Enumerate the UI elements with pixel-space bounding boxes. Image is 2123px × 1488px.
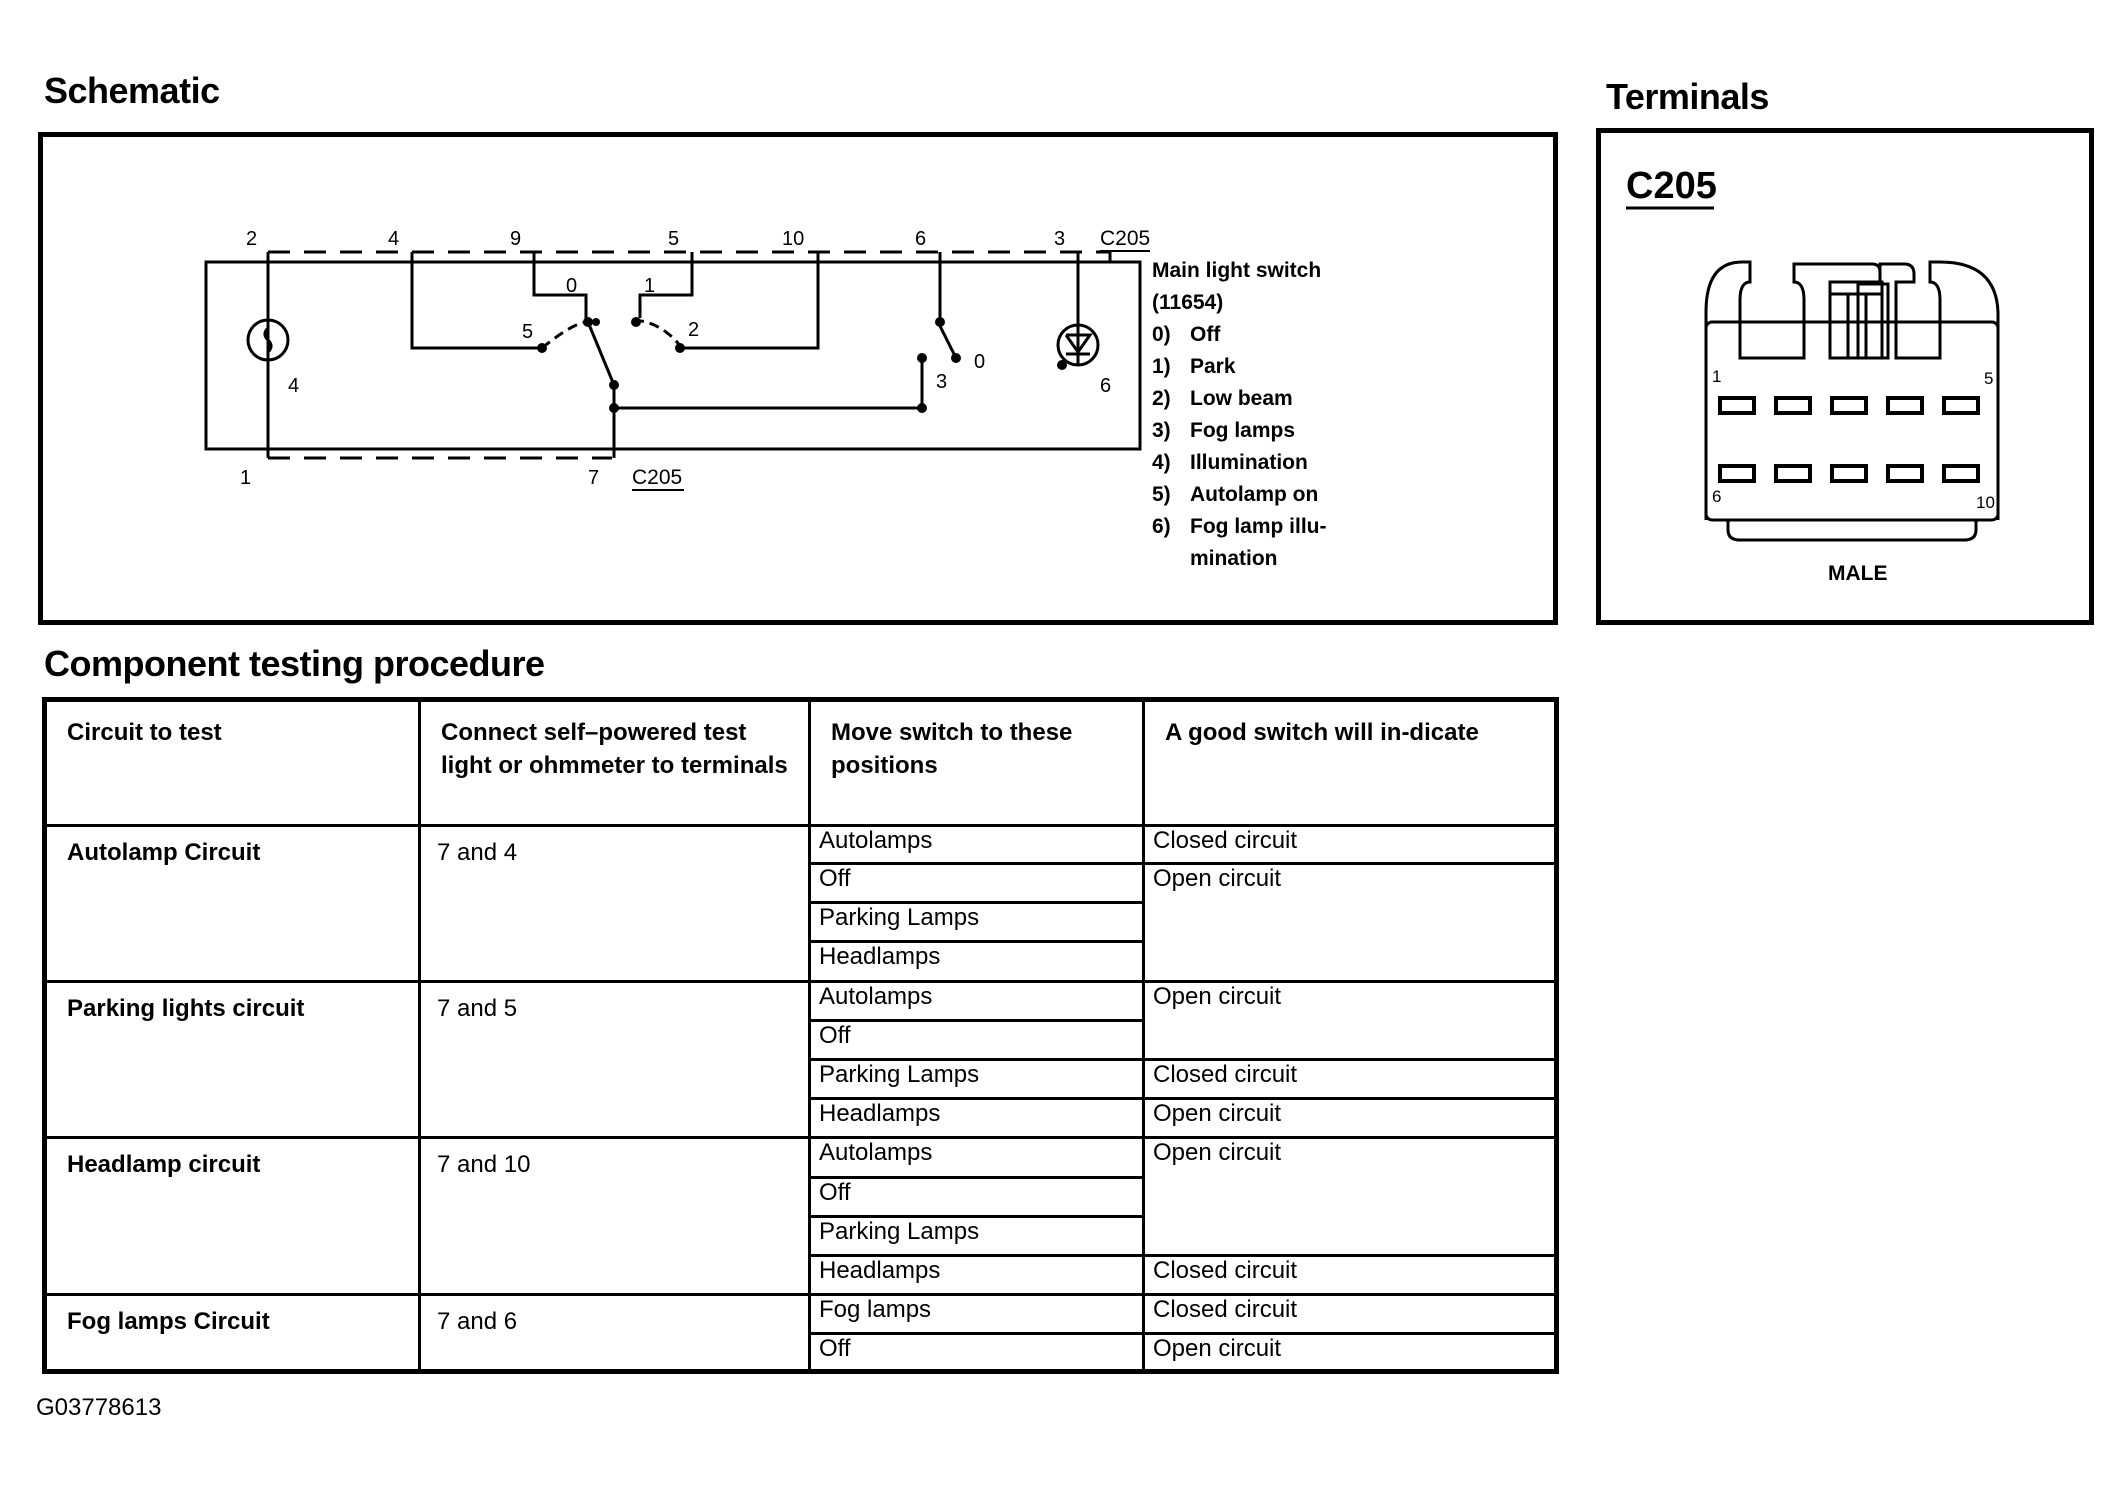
- expected-result: Open circuit: [1144, 1333, 1557, 1371]
- testing-heading: Component testing procedure: [44, 643, 545, 684]
- node-label-0b: 0: [974, 351, 986, 373]
- legend-text: Low beam: [1190, 387, 1293, 410]
- circuit-name: Fog lamps Circuit: [45, 1295, 420, 1372]
- pin-label-6: 6: [915, 228, 927, 250]
- expected-result: Closed circuit: [1144, 1295, 1557, 1333]
- header-terminals: Connect self–powered test light or ohmmeter to terminals: [420, 700, 810, 826]
- cavity-label-6: 6: [1712, 487, 1722, 506]
- legend-text: Illumination: [1190, 451, 1308, 474]
- legend-num: 2): [1152, 387, 1171, 410]
- expected-result: Closed circuit: [1144, 1256, 1557, 1295]
- connector-face-diagram: [0, 0, 2123, 700]
- legend-text: Fog lamp illu-: [1190, 515, 1327, 538]
- expected-result: Open circuit: [1144, 863, 1557, 981]
- expected-result: Open circuit: [1144, 981, 1557, 1059]
- table-header-row: [45, 700, 1557, 826]
- switch-position: Headlamps: [810, 1099, 1144, 1138]
- switch-position: Autolamps: [810, 825, 1144, 863]
- terminal-pair: 7 and 4: [420, 825, 810, 981]
- table-row: [45, 981, 1557, 1020]
- cavity-label-1: 1: [1712, 367, 1722, 386]
- circuit-name: Headlamp circuit: [45, 1138, 420, 1295]
- terminals-heading: Terminals: [1606, 76, 1769, 117]
- table-row: [45, 1138, 1557, 1177]
- legend-num: 0): [1152, 323, 1171, 346]
- legend-text: Fog lamps: [1190, 419, 1296, 442]
- circuit-name: Autolamp Circuit: [45, 825, 420, 981]
- cavity-label-5: 5: [1984, 369, 1994, 388]
- pin-label-2: 2: [246, 228, 258, 250]
- switch-position: Off: [810, 1177, 1144, 1216]
- table-row: [45, 825, 1557, 863]
- pin-label-1: 1: [240, 467, 252, 489]
- pin-label-5: 5: [668, 228, 680, 250]
- legend-num: 5): [1152, 483, 1171, 506]
- pin-label-3: 3: [1054, 228, 1066, 250]
- node-label-1: 1: [644, 275, 656, 297]
- legend-title: Main light switch: [1152, 259, 1322, 282]
- terminal-pair: 7 and 5: [420, 981, 810, 1138]
- node-label-4: 4: [288, 375, 300, 397]
- switch-position: Headlamps: [810, 1256, 1144, 1295]
- switch-position: Parking Lamps: [810, 1060, 1144, 1099]
- legend-text: Park: [1190, 355, 1236, 378]
- switch-position: Autolamps: [810, 1138, 1144, 1177]
- pin-label-7: 7: [588, 467, 600, 489]
- switch-position: Off: [810, 1020, 1144, 1059]
- switch-position: Off: [810, 863, 1144, 902]
- table-row: [45, 1295, 1557, 1333]
- legend-num: 1): [1152, 355, 1171, 378]
- expected-result: Closed circuit: [1144, 1060, 1557, 1099]
- switch-position: Fog lamps: [810, 1295, 1144, 1333]
- switch-position: Autolamps: [810, 981, 1144, 1020]
- legend-num: 4): [1152, 451, 1171, 474]
- pin-label-10: 10: [782, 228, 805, 250]
- header-positions: Move switch to these positions: [810, 700, 1144, 826]
- legend-num: 3): [1152, 419, 1171, 442]
- terminal-pair: 7 and 6: [420, 1295, 810, 1372]
- switch-position: Headlamps: [810, 942, 1144, 981]
- node-label-0: 0: [566, 275, 578, 297]
- legend-text: Off: [1190, 323, 1221, 346]
- pin-cavities: [1720, 398, 1978, 481]
- legend-num: 6): [1152, 515, 1171, 538]
- connector-ref-top: C205: [1100, 227, 1151, 250]
- node-label-5: 5: [522, 321, 534, 343]
- component-testing-table: [42, 697, 1559, 1374]
- node-label-3: 3: [936, 371, 948, 393]
- pin-label-9: 9: [510, 228, 522, 250]
- circuit-name: Parking lights circuit: [45, 981, 420, 1138]
- schematic-heading: Schematic: [44, 70, 220, 111]
- legend-text: mination: [1190, 547, 1278, 570]
- switch-position: Parking Lamps: [810, 903, 1144, 942]
- header-circuit: Circuit to test: [45, 700, 420, 826]
- legend-text: Autolamp on: [1190, 483, 1319, 506]
- legend-part-number: (11654): [1152, 291, 1224, 314]
- terminal-pair: 7 and 10: [420, 1138, 810, 1295]
- connector-ref-bottom: C205: [632, 466, 683, 489]
- expected-result: Open circuit: [1144, 1099, 1557, 1138]
- cavity-label-10: 10: [1976, 493, 1995, 512]
- expected-result: Closed circuit: [1144, 825, 1557, 863]
- connector-gender: MALE: [1828, 562, 1888, 585]
- node-label-6: 6: [1100, 375, 1112, 397]
- switch-position: Off: [810, 1333, 1144, 1371]
- node-label-2: 2: [688, 319, 700, 341]
- header-result: A good switch will in-dicate: [1144, 700, 1557, 826]
- expected-result: Open circuit: [1144, 1138, 1557, 1256]
- terminals-connector-id: C205: [1626, 165, 1717, 207]
- pin-label-4: 4: [388, 228, 400, 250]
- switch-position: Parking Lamps: [810, 1216, 1144, 1255]
- figure-id: G03778613: [36, 1394, 162, 1421]
